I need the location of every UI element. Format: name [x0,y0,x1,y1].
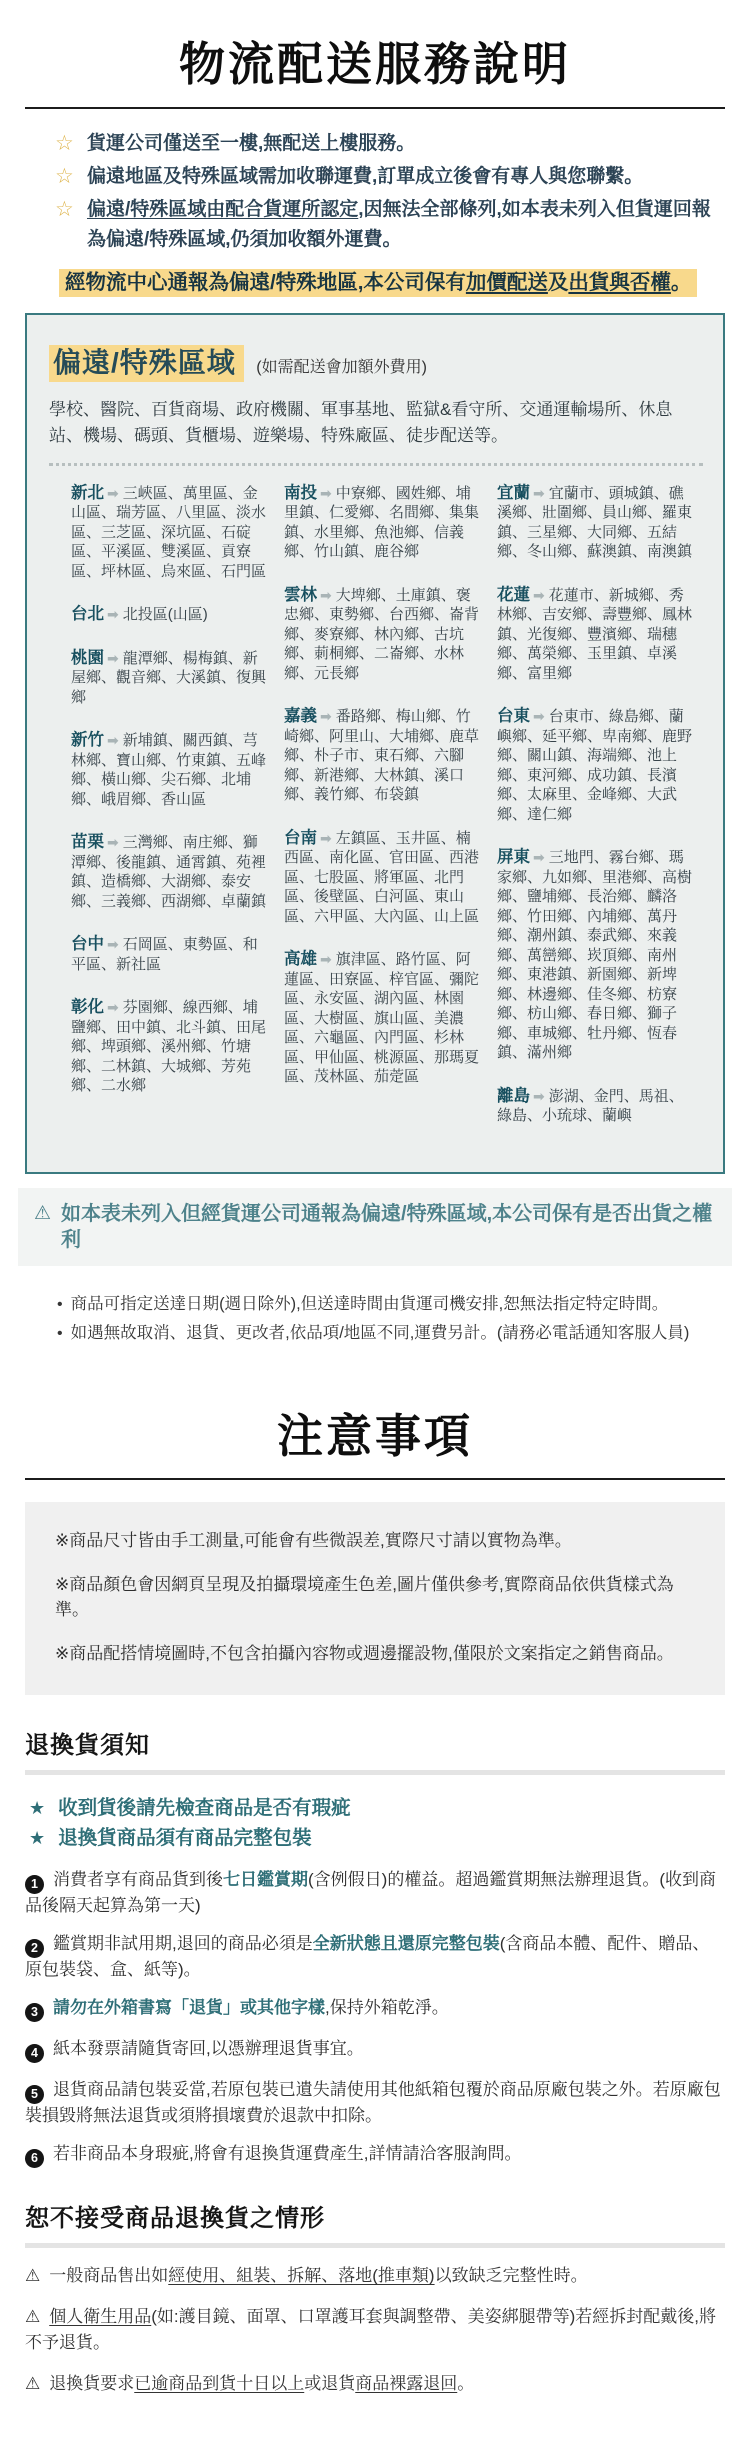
caution-item [25,2263,725,2289]
prefecture-label: 花蓮 [497,585,530,604]
caution-item [25,2304,725,2356]
number-badge: 6 [25,2149,44,2168]
numbered-note [25,1868,725,1917]
caution-text [25,2307,716,2352]
region-entry [71,998,271,1096]
shipping-bullet [55,195,725,255]
text-segment: 退換貨要求 [49,2374,135,2394]
arrow-icon: ➡ [533,1087,545,1104]
prefecture-label: 台東 [497,707,530,726]
region-columns [49,484,703,1150]
text-segment: 紙本發票請隨貨寄回,以憑辦理退貨事宜。 [53,2039,364,2059]
delivery-note [57,1290,725,1319]
arrow-icon: ➡ [107,732,119,749]
warning-icon: ⚠ [25,2266,41,2286]
prefecture-label: 台北 [71,605,104,624]
numbered-note [25,2078,725,2127]
area-list: 旗津區、路竹區、阿蓮區、田寮區、梓官區、彌陀區、永安區、湖內區、林園區、大樹區、旗山區、美濃區、六龜區、內門區、杉林區、甲仙區、桃源區、那瑪夏區、茂林區、茄萣區 [284,951,480,1086]
text-segment: 貨運公司僅送至一樓,無配送上樓服務。 [87,132,416,154]
region-entry [497,484,697,562]
prefecture-label: 苗栗 [71,833,104,852]
remote-box-description: 學校、醫院、百貨商場、政府機關、軍事基地、監獄&看守所、交通運輸場所、休息站、機場、碼頭、貨櫃場、遊樂場、特殊廠區、徒步配送等。 [49,399,673,445]
text-segment: 若非商品本身瑕疵,將會有退換貨運費產生,詳情請洽客服詢問。 [53,2144,522,2164]
area-list: 北投區(山區) [122,606,208,624]
prefecture-label: 離島 [497,1086,530,1105]
region-column [284,484,484,1150]
shipping-bullet-text [87,133,415,154]
delivery-note-text: 商品可指定送達日期(週日除外),但送達時間由貨運司機安排,恕無法指定特定時間。 [70,1294,669,1313]
no-return-heading: 恕不接受商品退換貨之情形 [25,2198,725,2248]
region-entry [497,848,697,1063]
remote-box-title: 偏遠/特殊區域 [49,345,244,382]
region-entry [284,586,484,684]
highlight-note [59,267,725,299]
text-segment: 偏遠地區及特殊區域需加收聯運費,訂單成立後會有專人與您聯繫。 [87,165,644,187]
prefecture-label: 高雄 [284,950,317,969]
text-segment: 偏遠/特殊區域由配合貨運所認定 [87,198,359,220]
area-list: 龍潭鄉、楊梅鎮、新屋鄉、觀音鄉、大溪鎮、復興鄉 [71,649,267,706]
area-list: 左鎮區、玉井區、楠西區、南化區、官田區、西港區、七股區、將軍區、北門區、後壁區、白河區、東山區、六甲區、大內區、山上區 [284,829,480,925]
text-segment: 加價配送 [465,270,548,294]
text-segment: ,因無法全部條列,如本表未列入但貨運回報為偏遠/特殊區域,仍須加收額外運費。 [87,198,711,250]
notice-line: ※商品顏色會因網頁呈現及拍攝環境產生色差,圖片僅供參考,實際商品依供貨樣式為準。 [55,1575,674,1620]
area-list: 石岡區、東勢區、和平區、新社區 [71,936,258,973]
region-entry [284,950,484,1087]
number-badge: 4 [25,2044,44,2063]
prefecture-label: 台中 [71,935,104,954]
text-segment: 及 [547,270,569,294]
returns-highlight-text: 退換貨商品須有商品完整包裝 [58,1827,312,1850]
area-list: 澎湖、金門、馬祖、綠島、小琉球、蘭嶼 [497,1087,684,1125]
dotted-divider [49,463,703,466]
number-badge: 1 [25,1875,44,1894]
area-list: 三灣鄉、南庄鄉、獅潭鄉、後龍鎮、通霄鎮、苑裡鎮、造橋鄉、大湖鄉、泰安鄉、三義鄉、西湖鄉、卓蘭鎮 [71,834,267,910]
star-icon: ☆ [55,131,74,155]
text-segment: 退貨商品請包裝妥當,若原包裝已遺失請使用其他紙箱包覆於商品原廠包裝之外。若原廠包裝損毀將無法退貨或須將損壞費於退款中扣除。 [25,2080,721,2126]
arrow-icon: ➡ [107,606,119,623]
numbered-note [25,2037,725,2063]
text-segment: 請勿在外箱書寫「退貨」或其他字樣 [53,1998,325,2018]
region-entry [71,605,271,625]
area-list: 芬園鄉、線西鄉、埔鹽鄉、田中鎮、北斗鎮、田尾鄉、埤頭鄉、溪州鄉、竹塘鄉、二林鎮、大城鄉、芳苑鄉、二水鄉 [71,999,267,1095]
delivery-notes [57,1290,725,1348]
delivery-note-text: 如遇無故取消、退貨、更改者,依品項/地區不同,運費另計。(請務必電話通知客服人員) [70,1323,690,1342]
numbered-note-text [25,2080,721,2125]
prefecture-label: 嘉義 [284,707,317,726]
star-icon: ☆ [55,197,74,221]
text-segment: 。 [457,2374,475,2394]
arrow-icon: ➡ [107,834,119,851]
text-segment: 經使用、組裝、拆解、落地(推車類) [168,2266,435,2286]
arrow-icon: ➡ [320,829,332,846]
arrow-icon: ➡ [320,951,332,968]
area-list: 大埤鄉、土庫鎮、褒忠鄉、東勢鄉、台西鄉、崙背鄉、麥寮鄉、林內鄉、古坑鄉、莿桐鄉、二崙鄉、水林鄉、元長鄉 [284,586,480,682]
returns-heading: 退換貨須知 [25,1725,725,1775]
region-column [497,484,697,1150]
notice-line: ※商品配搭情境圖時,不包含拍攝內容物或週邊擺設物,僅限於文案指定之銷售商品。 [55,1644,674,1664]
remote-area-box [25,313,725,1174]
area-list: 花蓮市、新城鄉、秀林鄉、吉安鄉、壽豐鄉、鳳林鎮、光復鄉、豐濱鄉、瑞穗鄉、萬榮鄉、玉里鎮、卓溪鄉、富里鄉 [497,586,693,682]
returns-notes [25,1868,725,2168]
area-list: 番路鄉、梅山鄉、竹崎鄉、阿里山、大埔鄉、鹿草鄉、朴子市、東石鄉、六腳鄉、新港鄉、大林鎮、溪口鄉、義竹鄉、布袋鎮 [284,708,480,804]
arrow-icon: ➡ [533,849,545,866]
region-entry [497,1087,697,1126]
text-segment: 經物流中心通報為偏遠/特殊地區,本公司保有 [65,270,466,294]
region-entry [284,829,484,927]
prefecture-label: 台南 [284,828,317,847]
text-segment: (含商品本體、配件、贈品、原包裝袋、盒、紙等)。 [25,1934,710,1980]
region-entry [284,707,484,805]
star-filled-icon: ★ [29,1798,46,1819]
star-icon: ☆ [55,164,74,188]
warning-icon: ⚠ [34,1202,52,1224]
text-segment: 鑑賞期非試用期,退回的商品必須是 [53,1934,313,1954]
caution-item [25,2371,725,2397]
numbered-note [25,2142,725,2168]
warning-icon: ⚠ [25,2307,41,2327]
arrow-icon: ➡ [320,708,332,725]
caution-text [49,2374,474,2393]
area-list: 新埔鎮、關西鎮、芎林鄉、寶山鄉、竹東鎮、五峰鄉、橫山鄉、尖石鄉、北埔鄉、峨眉鄉、香山區 [71,732,267,808]
text-segment: 消費者享有商品貨到後 [53,1870,223,1890]
shipping-bullet-text [87,166,643,187]
text-segment: 已逾商品到貨十日以上 [134,2374,305,2394]
region-entry [71,649,271,708]
text-segment: 商品裸露退回 [355,2374,458,2394]
prefecture-label: 雲林 [284,585,317,604]
shipping-bullet-text [87,199,711,250]
delivery-note [57,1319,725,1348]
text-segment: ,保持外箱乾淨。 [325,1998,449,2018]
area-list: 三峽區、萬里區、金山區、瑞芳區、八里區、淡水區、三芝區、深坑區、石碇區、平溪區、雙溪區、貢寮區、坪林區、烏來區、石門區 [71,484,267,580]
title-divider [25,107,725,109]
area-list: 三地門、霧台鄉、瑪家鄉、九如鄉、里港鄉、高樹鄉、鹽埔鄉、長治鄉、麟洛鄉、竹田鄉、內埔鄉、萬丹鄉、潮州鎮、泰武鄉、來義鄉、萬巒鄉、崁頂鄉、南州鄉、東港鎮、新園鄉、新埤鄉、林邊鄉、佳冬鄉、枋寮鄉、枋山鄉、春日鄉、獅子鄉、車城鄉、牡丹鄉、恆春鎮、滿州鄉 [497,849,693,1062]
region-entry [497,707,697,824]
numbered-note [25,1996,725,2022]
region-entry [71,731,271,809]
text-segment: 以致缺乏完整性時。 [434,2266,588,2286]
prefecture-label: 宜蘭 [497,483,530,502]
warning-bar-text: 如本表未列入但經貨運公司通報為偏遠/特殊區域,本公司保有是否出貨之權利 [61,1202,713,1251]
arrow-icon: ➡ [107,936,119,953]
notice-box [25,1502,725,1695]
text-segment: (如:護目鏡、面罩、口罩護耳套與調整帶、美姿綁腿帶等)若經拆封配戴後,將不予退貨。 [25,2307,717,2353]
warning-bar [18,1188,732,1266]
area-list: 中寮鄉、國姓鄉、埔里鎮、仁愛鄉、名間鄉、集集鎮、水里鄉、魚池鄉、信義鄉、竹山鎮、鹿谷鄉 [284,484,480,561]
bullet-icon: • [57,1324,63,1342]
numbered-note [25,1932,725,1981]
prefecture-label: 屏東 [497,848,530,867]
returns-highlight-text: 收到貨後請先檢查商品是否有瑕疵 [58,1797,351,1820]
highlight-note-text [59,269,697,297]
caution-text [49,2266,587,2285]
numbered-note-text [53,2144,521,2163]
page-title: 物流配送服務說明 [179,39,571,90]
area-list: 台東市、綠島鄉、蘭嶼鄉、延平鄉、卑南鄉、鹿野鄉、關山鎮、海端鄉、池上鄉、東河鄉、成功鎮、長濱鄉、太麻里、金峰鄉、大武鄉、達仁鄉 [497,708,693,823]
warning-icon: ⚠ [25,2374,41,2394]
arrow-icon: ➡ [107,999,119,1016]
prefecture-label: 南投 [284,483,317,502]
arrow-icon: ➡ [533,708,545,725]
arrow-icon: ➡ [320,586,332,603]
region-entry [497,586,697,684]
shipping-bullet-list [25,129,725,255]
shipping-bullet [55,162,725,192]
text-segment: (含例假日)的權益。超過鑑賞期無法辦理退貨。(收到商品後隔天起算為第一天) [25,1870,716,1916]
remote-box-header [49,341,703,381]
numbered-note-text [25,1934,709,1979]
arrow-icon: ➡ [107,484,119,501]
prefecture-label: 新北 [71,483,104,502]
prefecture-label: 桃園 [71,648,104,667]
no-return-list [25,2263,725,2397]
area-list: 宜蘭市、頭城鎮、礁溪鄉、壯圍鄉、員山鄉、羅東鎮、三星鄉、大同鄉、五結鄉、冬山鄉、蘇澳鎮、南澳鎮 [497,484,693,561]
text-segment: 。 [670,270,692,294]
notice-line: ※商品尺寸皆由手工測量,可能會有些微誤差,實際尺寸請以實物為準。 [55,1531,572,1551]
star-filled-icon: ★ [29,1828,46,1849]
notice-title: 注意事項 [277,1410,473,1462]
numbered-note-text [25,1870,716,1915]
numbered-note-text [53,1998,449,2017]
text-segment: 七日鑑賞期 [223,1870,308,1890]
number-badge: 3 [25,2003,44,2022]
numbered-note-text [53,2039,364,2058]
notice-section [25,1412,725,1696]
region-entry [71,833,271,911]
remote-box-subtitle: (如需配送會加額外費用) [256,358,427,376]
shipping-bullet [55,129,725,159]
title-divider [25,1478,725,1480]
region-entry [71,484,271,582]
returns-highlight-item [25,1793,725,1823]
arrow-icon: ➡ [533,586,545,603]
region-column [71,484,271,1150]
bullet-icon: • [57,1295,63,1313]
region-entry [284,484,484,562]
arrow-icon: ➡ [533,484,545,501]
text-segment: 出貨與否權 [568,270,671,294]
arrow-icon: ➡ [107,649,119,666]
returns-highlight-item [25,1823,725,1853]
text-segment: 全新狀態且還原完整包裝 [312,1934,500,1954]
number-badge: 5 [25,2085,44,2104]
number-badge: 2 [25,1939,44,1958]
prefecture-label: 彰化 [71,998,104,1017]
region-entry [71,935,271,974]
text-segment: 或退貨 [304,2374,356,2394]
text-segment: 一般商品售出如 [49,2266,169,2286]
returns-highlights [25,1793,725,1853]
text-segment: 個人衛生用品 [49,2307,152,2327]
prefecture-label: 新竹 [71,731,104,750]
arrow-icon: ➡ [320,484,332,501]
